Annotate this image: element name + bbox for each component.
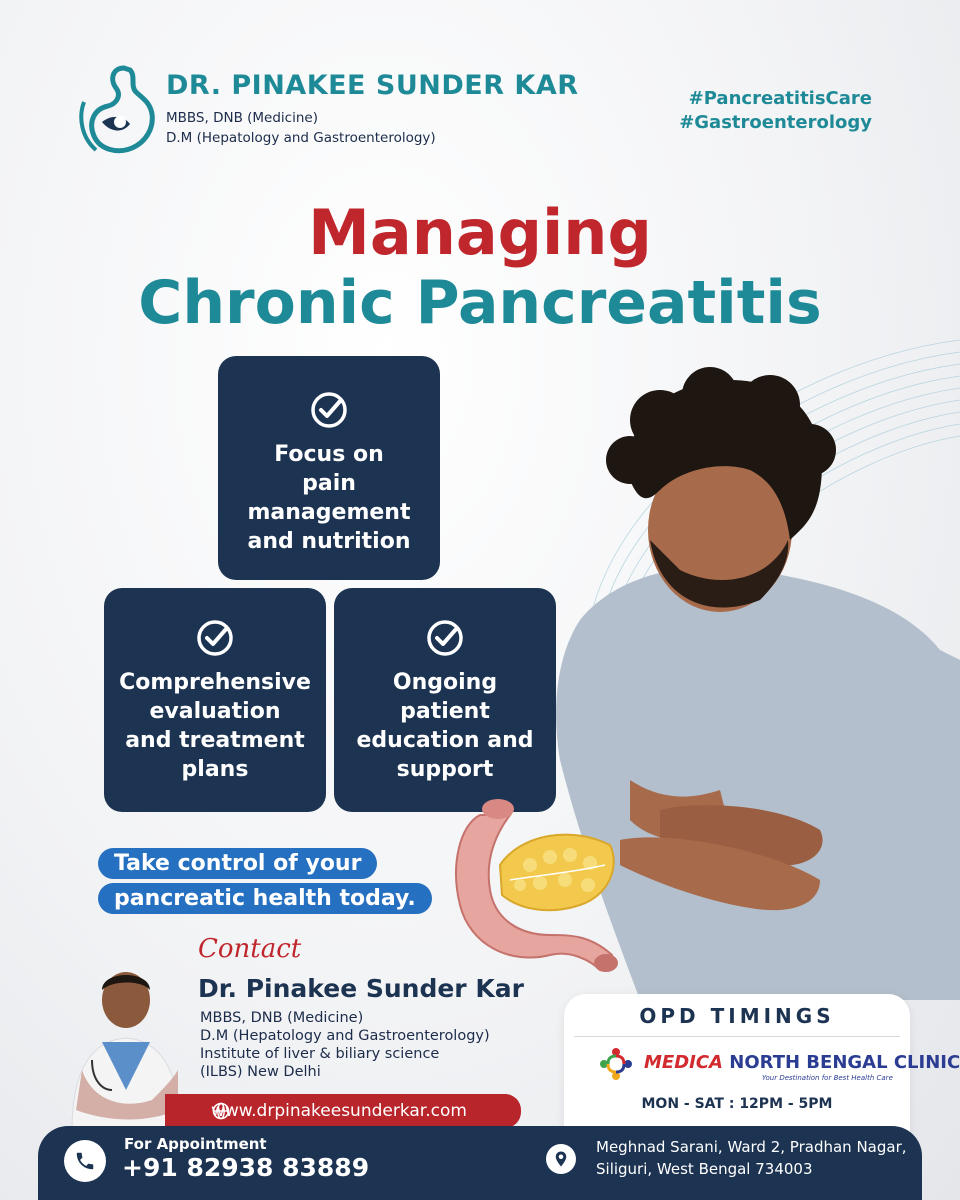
opd-timing: MON - SAT : 12PM - 5PM bbox=[641, 1096, 833, 1112]
check-circle-icon bbox=[425, 618, 465, 658]
check-circle-icon bbox=[309, 390, 349, 430]
contact-qualification-1: MBBS, DNB (Medicine) bbox=[200, 1010, 364, 1026]
contact-institute-1: Institute of liver & biliary science bbox=[200, 1046, 440, 1062]
website-link[interactable]: www.drpinakeesunderkar.com bbox=[165, 1094, 521, 1128]
contact-institute-2: (ILBS) New Delhi bbox=[200, 1064, 321, 1080]
benefit-card-evaluation bbox=[104, 588, 326, 812]
appointment-label: For Appointment bbox=[124, 1135, 267, 1153]
stomach-logo-icon bbox=[72, 62, 162, 158]
title-line-2: Chronic Pancreatitis bbox=[138, 268, 822, 338]
hashtag-gastroenterology: #Gastroenterology bbox=[679, 112, 872, 133]
opd-title: OPD TIMINGS bbox=[639, 1004, 835, 1028]
hashtag-pancreatitis: #PancreatitisCare bbox=[688, 88, 872, 109]
header-qualification-1: MBBS, DNB (Medicine) bbox=[166, 110, 318, 126]
location-pin-icon bbox=[546, 1144, 576, 1174]
pancreas-illustration bbox=[440, 785, 620, 985]
cta-line-1: Take control of your bbox=[98, 848, 377, 879]
card-text: Ongoing patient education and support bbox=[356, 670, 534, 782]
opd-divider bbox=[574, 1036, 900, 1037]
globe-icon bbox=[212, 1102, 230, 1120]
phone-icon[interactable] bbox=[64, 1140, 106, 1182]
header-doctor-name: DR. PINAKEE SUNDER KAR bbox=[166, 70, 579, 101]
benefit-card-education bbox=[334, 588, 556, 812]
contact-label: Contact bbox=[198, 934, 302, 964]
contact-qualification-2: D.M (Hepatology and Gastroenterology) bbox=[200, 1028, 490, 1044]
phone-number[interactable]: +91 82938 83889 bbox=[122, 1153, 370, 1182]
clinic-logo-icon bbox=[596, 1044, 636, 1084]
card-text: Comprehensive evaluation and treatment plans bbox=[119, 670, 311, 782]
check-circle-icon bbox=[195, 618, 235, 658]
clinic-name: MEDICA NORTH BENGAL CLINIC bbox=[644, 1052, 960, 1073]
contact-doctor-name: Dr. Pinakee Sunder Kar bbox=[198, 974, 524, 1003]
clinic-tagline: Your Destination for Best Health Care bbox=[762, 1074, 893, 1082]
address-line-1: Meghnad Sarani, Ward 2, Pradhan Nagar, bbox=[596, 1138, 907, 1156]
header-qualification-2: D.M (Hepatology and Gastroenterology) bbox=[166, 130, 436, 146]
title-line-1: Managing bbox=[308, 196, 652, 269]
address-line-2: Siliguri, West Bengal 734003 bbox=[596, 1160, 813, 1178]
cta-line-2: pancreatic health today. bbox=[98, 883, 432, 914]
card-text: Focus on pain management and nutrition bbox=[247, 442, 411, 554]
benefit-card-pain-management bbox=[218, 356, 440, 580]
